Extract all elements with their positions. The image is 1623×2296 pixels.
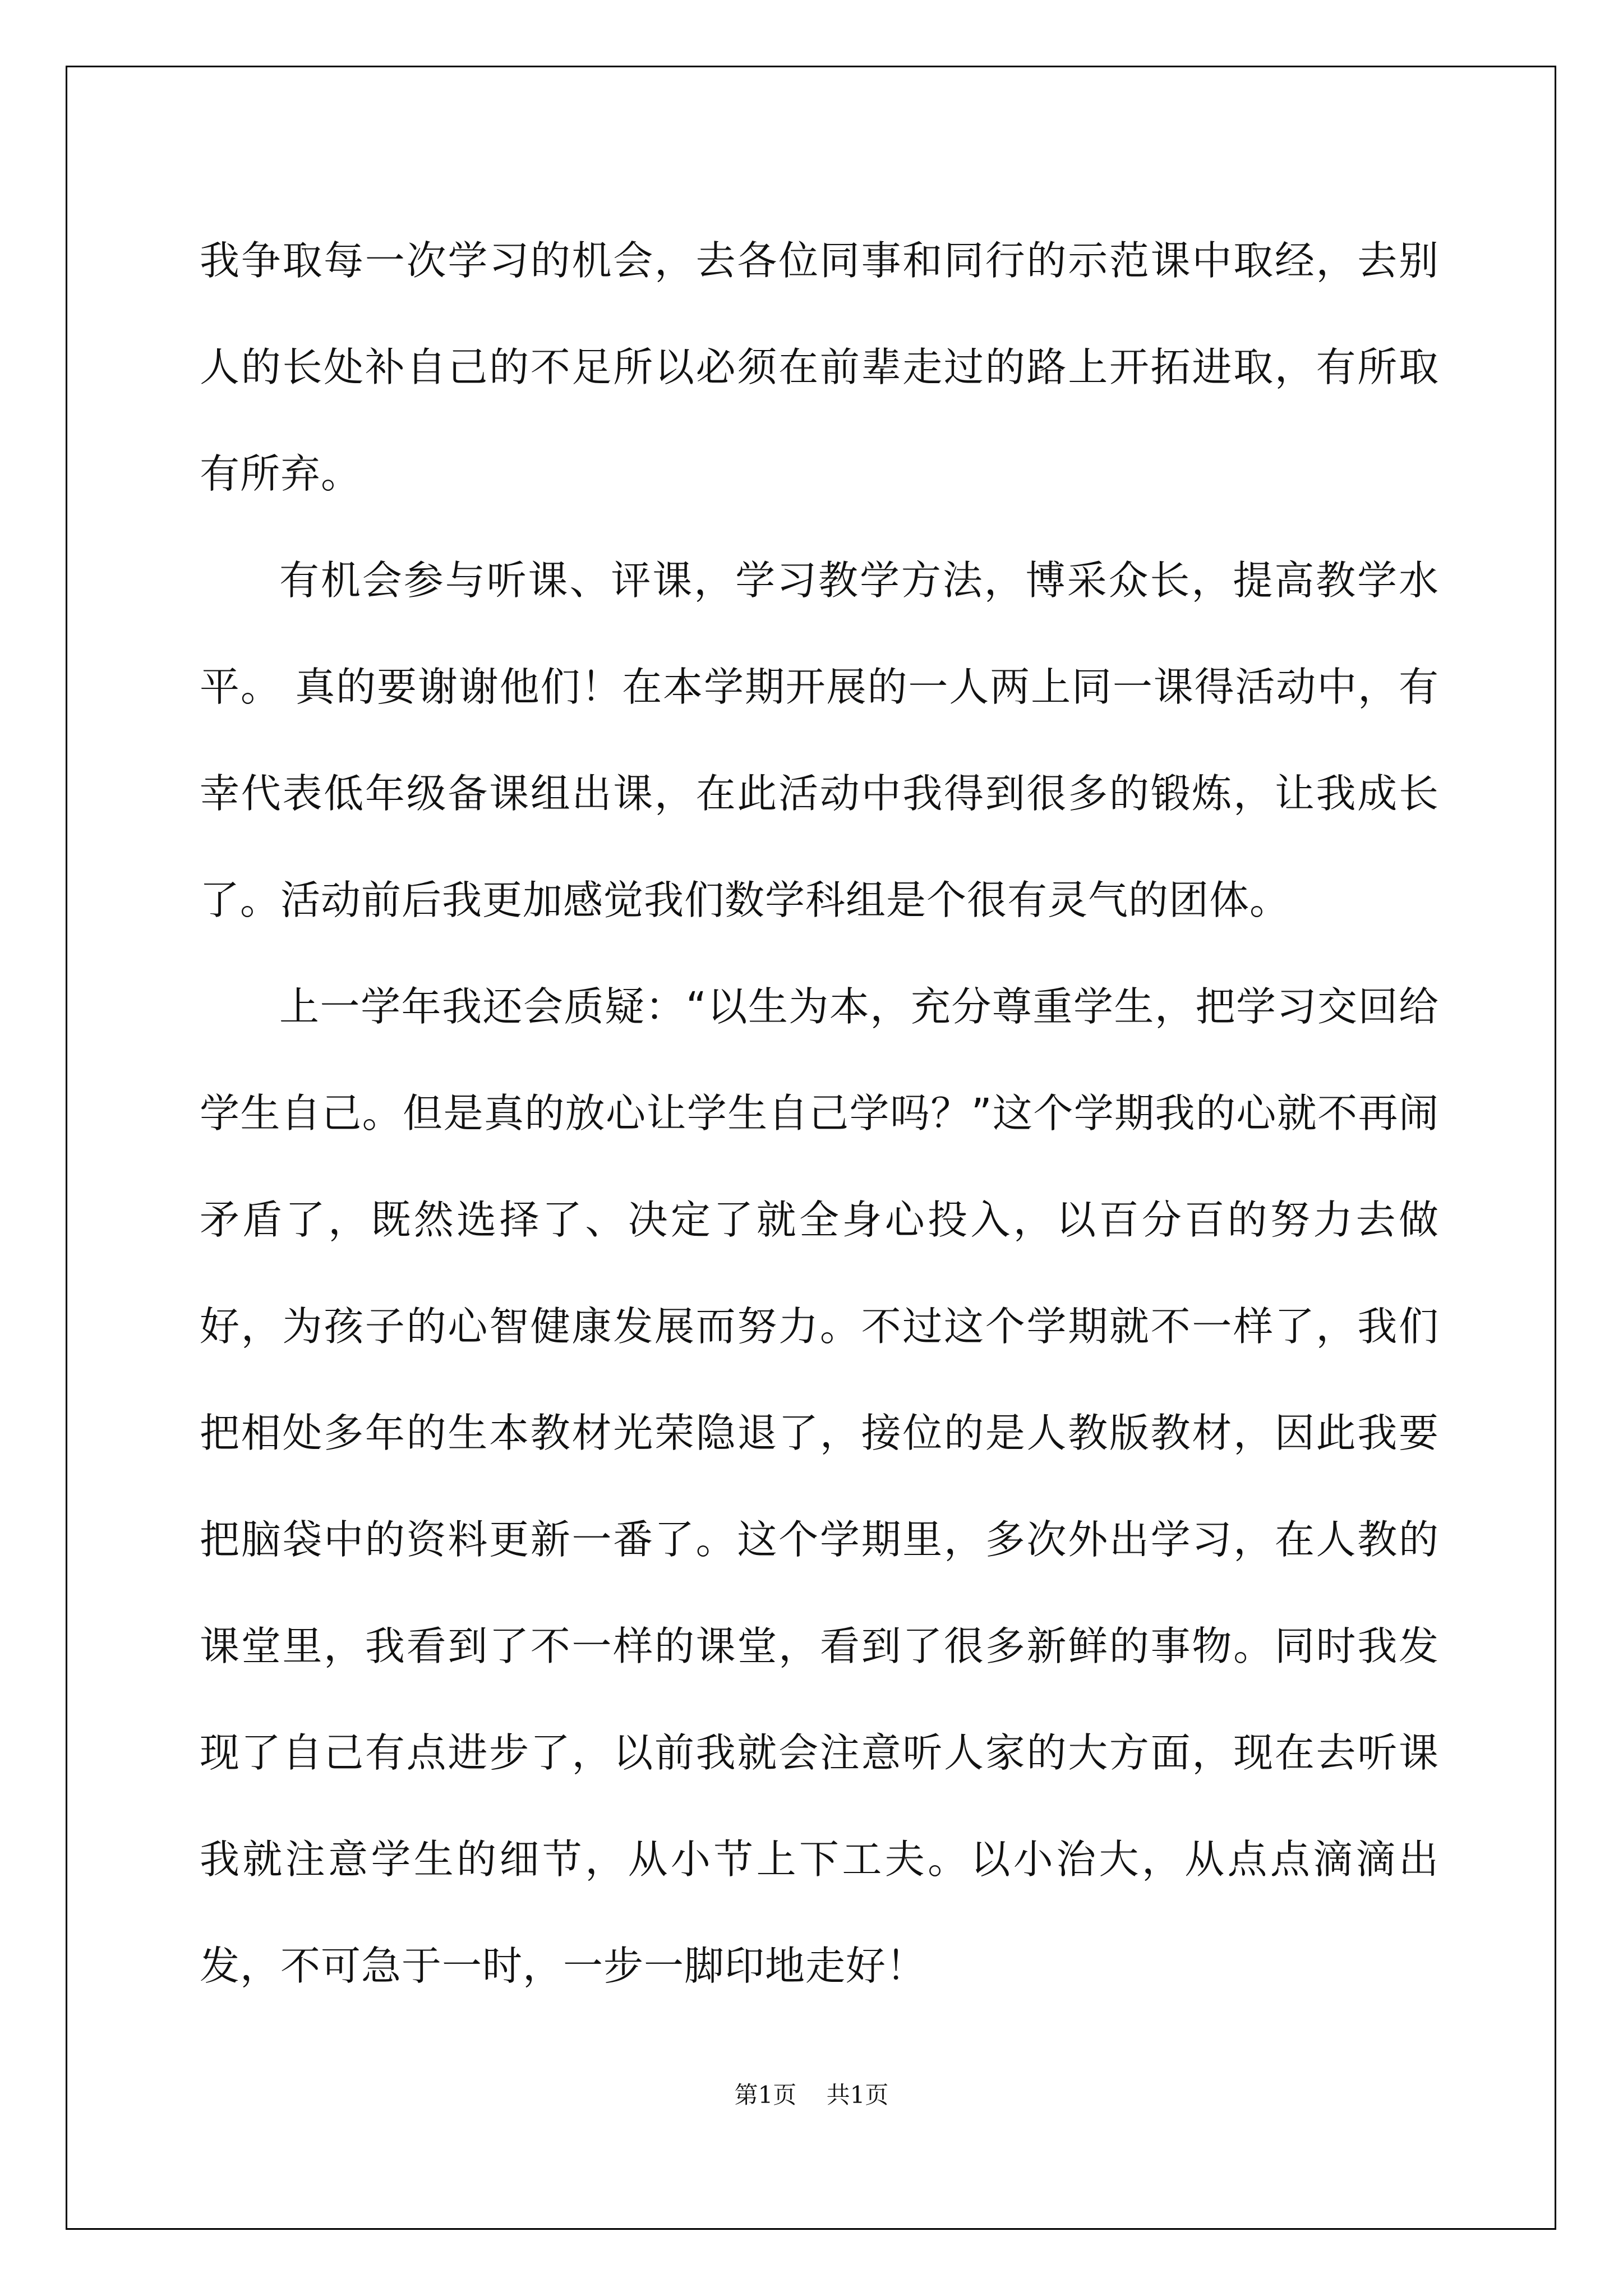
paragraph-2: 有机会参与听课、评课，学习教学方法，博采众长，提高教学水平。 真的要谢谢他们！在本学期开展的一人两上同一课得活动中，有幸代表低年级备课组出课，在此活动中我得到很多的锻炼，让我成长了。活动前后我更加感觉我们数学科组是个很有灵气的团体。	[200, 557, 1439, 923]
paragraph-3: 上一学年我还会质疑：“以生为本，充分尊重学生，把学习交回给学生自己。但是真的放心让学生自己学吗？”这个学期我的心就不再闹矛盾了，既然选择了、决定了就全身心投入，以百分百的努力去做好，为孩子的心智健康发展而努力。不过这个学期就不一样了，我们把相处多年的生本教材光荣隐退了，接位的是人教版教材，因此我要把脑袋中的资料更新一番了。这个学期里，多次外出学习，在人教的课堂里，我看到了不一样的课堂，看到了很多新鲜的事物。同时我发现了自己有点进步了，以前我就会注意听人家的大方面，现在去听课我就注意学生的细节，从小节上下工夫。以小治大，从点点滴滴出发，不可急于一时，一步一脚印地走好！	[200, 983, 1439, 1989]
page-number-footer: 第1页 共1页	[734, 2081, 889, 2109]
paragraph-1: 我争取每一次学习的机会，去各位同事和同行的示范课中取经，去别人的长处补自己的不足所以必须在前辈走过的路上开拓进取，有所取有所弃。	[200, 237, 1439, 497]
document-body	[200, 208, 1439, 2019]
